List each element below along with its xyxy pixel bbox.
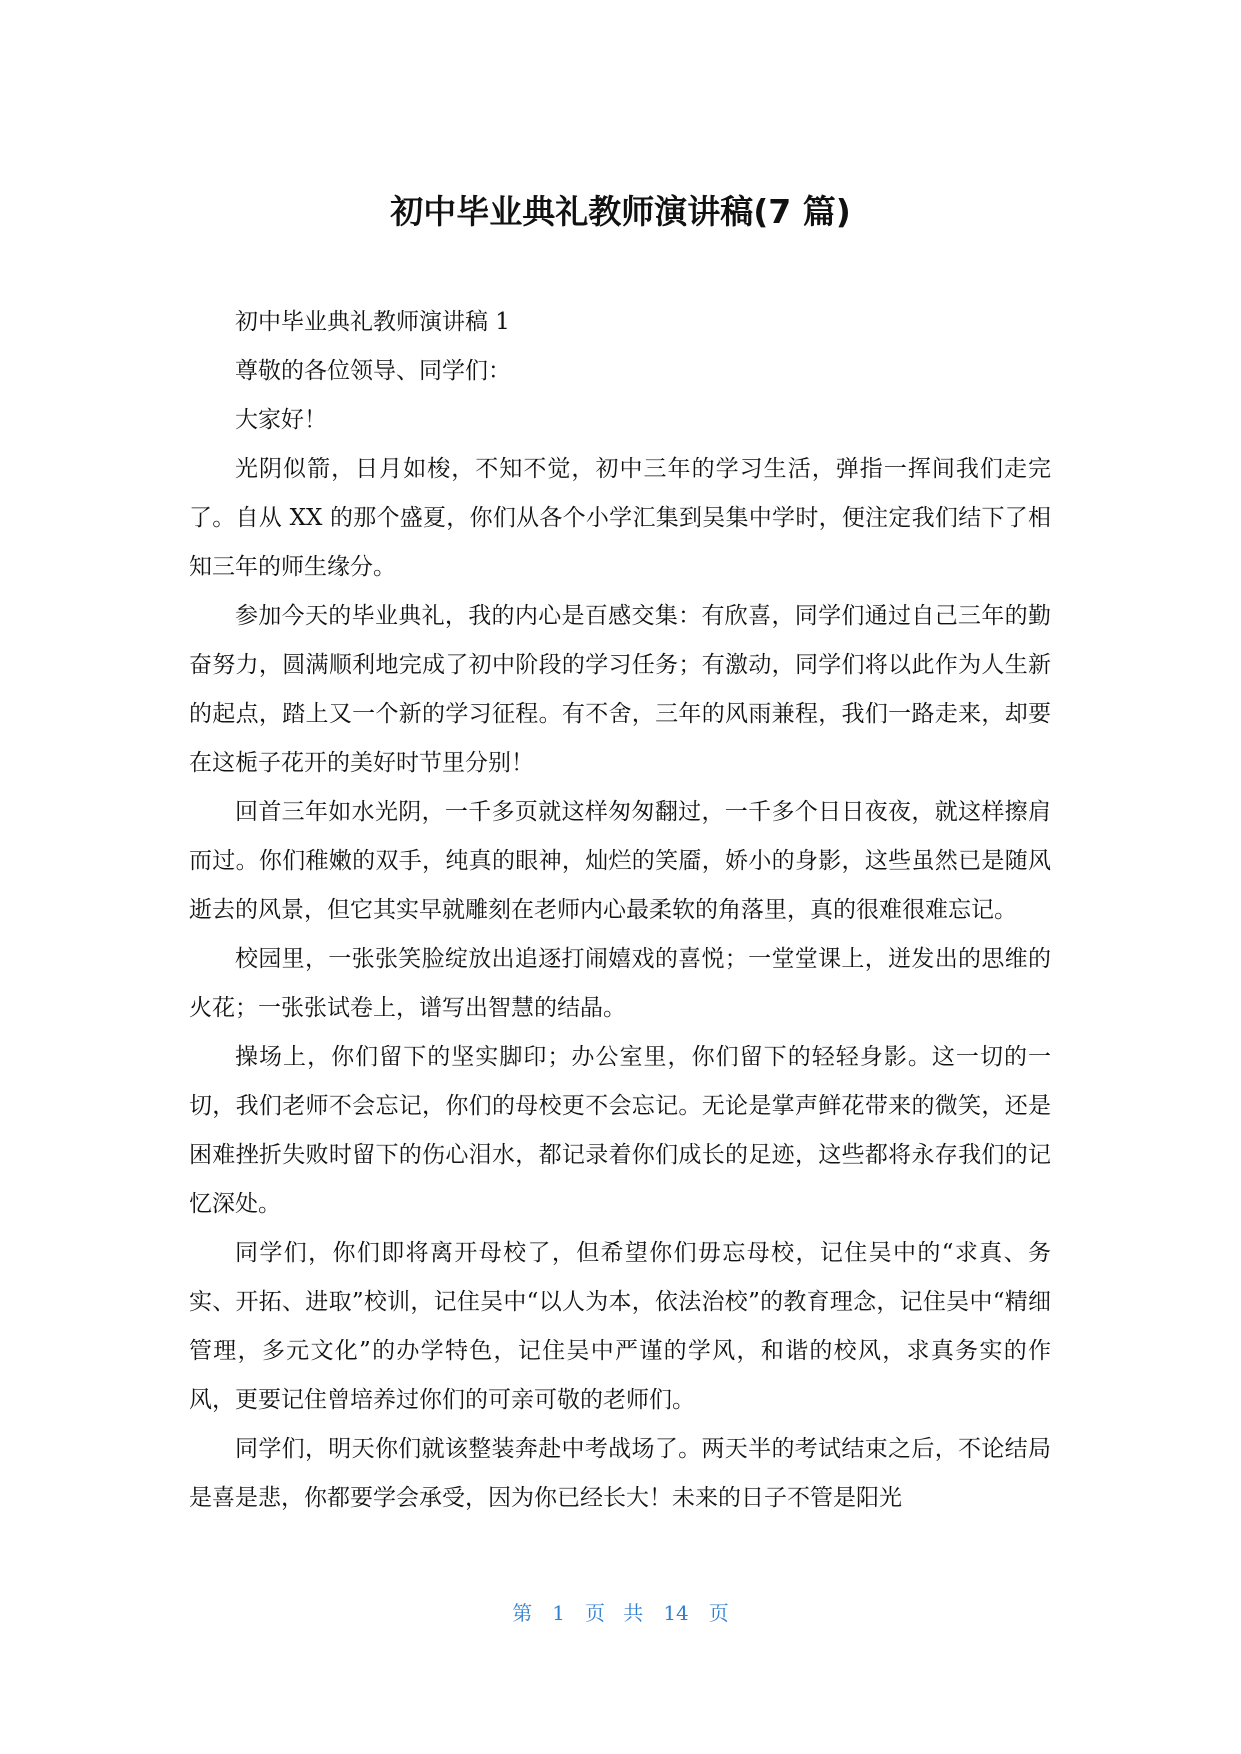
document-body	[189, 298, 1051, 1523]
page-total: 14	[663, 1601, 689, 1625]
footer-prefix: 第	[512, 1601, 533, 1625]
salutation: 尊敬的各位领导、同学们：	[235, 358, 511, 384]
body-paragraph: 同学们，明天你们就该整装奔赴中考战场了。两天半的考试结束之后，不论结局是喜是悲，你都要学会承受，因为你已经长大！未来的日子不管是阳光	[189, 1436, 1051, 1511]
body-paragraph: 回首三年如水光阴，一千多页就这样匆匆翻过，一千多个日日夜夜，就这样擦肩而过。你们稚嫩的双手，纯真的眼神，灿烂的笑靥，娇小的身影，这些虽然已是随风逝去的风景，但它其实早就雕刻在老师内心最柔软的角落里，真的很难很难忘记。	[189, 799, 1051, 923]
body-paragraph: 校园里，一张张笑脸绽放出追逐打闹嬉戏的喜悦；一堂堂课上，迸发出的思维的火花；一张张试卷上，谱写出智慧的结晶。	[189, 946, 1051, 1021]
greeting: 大家好！	[235, 407, 327, 433]
body-paragraph: 同学们，你们即将离开母校了，但希望你们毋忘母校，记住吴中的“求真、务实、开拓、进取”校训，记住吴中“以人为本，依法治校”的教育理念，记住吴中“精细管理，多元文化”的办学特色，记住吴中严谨的学风，和谐的校风，求真务实的作风，更要记住曾培养过你们的可亲可敬的老师们。	[189, 1240, 1051, 1413]
footer-middle: 页 共	[584, 1601, 644, 1625]
page-number: 1	[552, 1601, 565, 1625]
body-paragraph: 操场上，你们留下的坚实脚印；办公室里，你们留下的轻轻身影。这一切的一切，我们老师不会忘记，你们的母校更不会忘记。无论是掌声鲜花带来的微笑，还是困难挫折失败时留下的伤心泪水，都记录着你们成长的足迹，这些都将永存我们的记忆深处。	[189, 1044, 1051, 1217]
page-footer	[0, 1598, 1241, 1628]
document-title: 初中毕业典礼教师演讲稿(7 篇)	[390, 192, 851, 231]
body-paragraph: 参加今天的毕业典礼，我的内心是百感交集：有欣喜，同学们通过自己三年的勤奋努力，圆满顺利地完成了初中阶段的学习任务；有激动，同学们将以此作为人生新的起点，踏上又一个新的学习征程。有不舍，三年的风雨兼程，我们一路走来，却要在这栀子花开的美好时节里分别！	[189, 603, 1051, 776]
footer-suffix: 页	[708, 1601, 729, 1625]
section-heading: 初中毕业典礼教师演讲稿 1	[235, 309, 510, 335]
body-paragraph: 光阴似箭，日月如梭，不知不觉，初中三年的学习生活，弹指一挥间我们走完了。自从 XX 的那个盛夏，你们从各个小学汇集到吴集中学时，便注定我们结下了相知三年的师生缘分。	[189, 456, 1051, 580]
